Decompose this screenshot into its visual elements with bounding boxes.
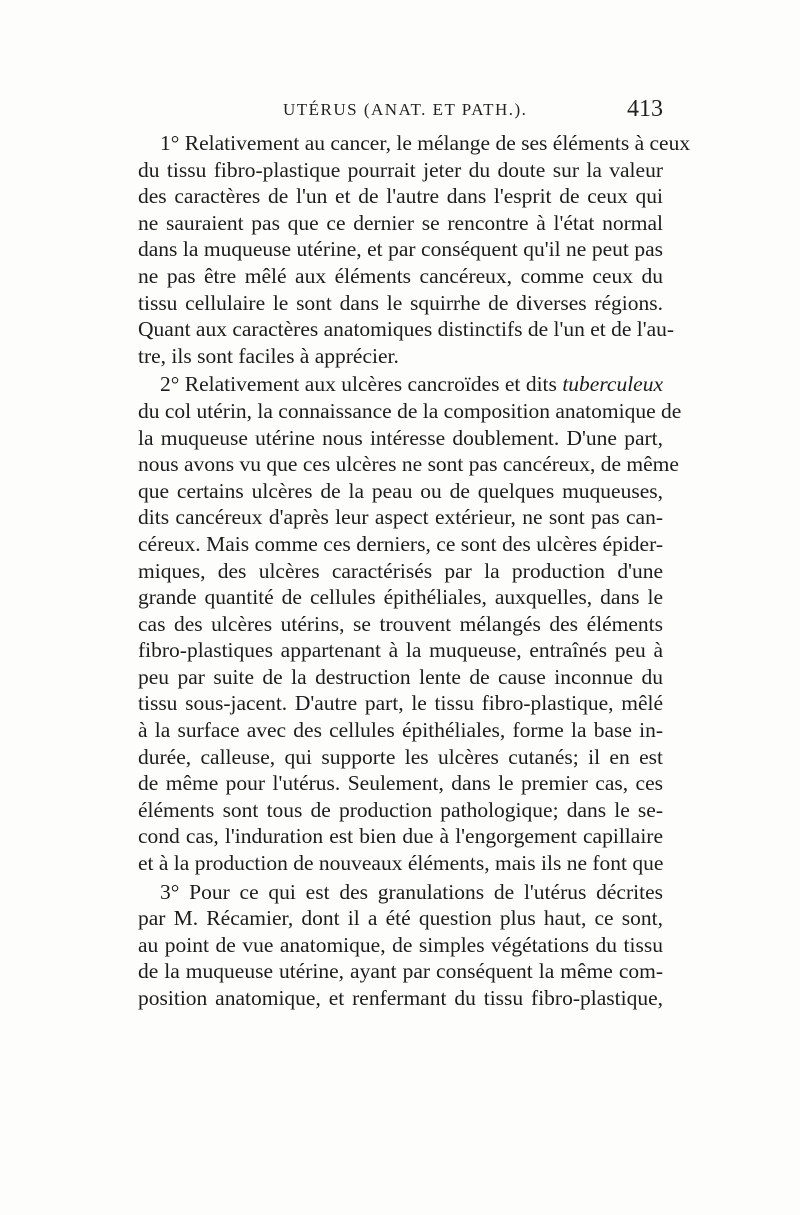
text-line: à la surface avec des cellules épithéliales, forme la base in- <box>138 718 663 743</box>
text-line: tissu cellulaire le sont dans le squirrhe de diverses régions. <box>138 290 663 315</box>
text-line: la muqueuse utérine nous intéresse doublement. D'une part, <box>138 425 663 450</box>
page-number: 413 <box>627 96 663 122</box>
text-line: que certains ulcères de la peau ou de quelques muqueuses, <box>138 478 663 503</box>
italic-term: tuberculeux <box>562 372 663 397</box>
text-line: du tissu fibro-plastique pourrait jeter du doute sur la valeur <box>138 157 663 182</box>
text-line: tre, ils sont faciles à apprécier. <box>138 343 399 368</box>
paragraph-2 <box>138 371 682 876</box>
text-line: dits cancéreux d'après leur aspect extérieur, ne sont pas can- <box>138 505 663 530</box>
text-line: éléments sont tous de production pathologique; dans le se- <box>138 797 663 822</box>
text-line: cas des ulcères utérins, se trouvent mélangés des éléments <box>138 611 663 636</box>
text-line: des caractères de l'un et de l'autre dans l'esprit de ceux qui <box>138 184 663 209</box>
text-line: Quant aux caractères anatomiques distinctifs de l'un et de l'au- <box>138 317 675 342</box>
text-line: tissu sous-jacent. D'autre part, le tissu fibro-plastique, mêlé <box>138 691 663 716</box>
text-line: ne sauraient pas que ce dernier se rencontre à l'état normal <box>138 210 663 235</box>
text-line: grande quantité de cellules épithéliales, auxquelles, dans le <box>138 585 663 610</box>
paragraph-3 <box>138 879 663 1012</box>
paragraph-1 <box>138 130 691 369</box>
text-line: ne pas être mêlé aux éléments cancéreux, comme ceux du <box>138 263 663 288</box>
text-line: position anatomique, et renfermant du tissu fibro-plastique, <box>138 986 663 1010</box>
text-line: par M. Récamier, dont il a été question plus haut, ce sont, <box>138 906 663 931</box>
text-line: de même pour l'utérus. Seulement, dans le premier cas, ces <box>138 771 663 796</box>
text-line: miques, des ulcères caractérisés par la production d'une <box>138 558 663 583</box>
text-line: durée, calleuse, qui supporte les ulcères cutanés; il en est <box>138 744 663 769</box>
text-line: et à la production de nouveaux éléments, mais ils ne font que <box>138 851 664 876</box>
running-title: UTÉRUS (ANAT. ET PATH.). <box>283 100 528 119</box>
text-line: 1° Relativement au cancer, le mélange de ses éléments à ceux <box>160 131 691 155</box>
running-head <box>138 96 663 126</box>
text-line: de la muqueuse utérine, ayant par conséquent la même com- <box>138 959 663 984</box>
text-line <box>138 371 663 398</box>
line-prefix: 2° Relativement aux ulcères cancroïdes et dits <box>160 372 563 397</box>
text-line: du col utérin, la connaissance de la composition anatomique de <box>138 398 682 423</box>
text-line: 3° Pour ce qui est des granulations de l'utérus décrites <box>160 879 663 904</box>
text-line: cond cas, l'induration est bien due à l'engorgement capillaire <box>138 824 663 849</box>
text-line: peu par suite de la destruction lente de cause inconnue du <box>138 664 663 689</box>
text-line: au point de vue anatomique, de simples végétations du tissu <box>138 932 663 957</box>
text-line: nous avons vu que ces ulcères ne sont pas cancéreux, de même <box>138 452 679 477</box>
body-text <box>138 130 691 1012</box>
text-line: céreux. Mais comme ces derniers, ce sont des ulcères épider- <box>138 531 663 556</box>
text-line: dans la muqueuse utérine, et par conséquent qu'il ne peut pas <box>138 237 663 262</box>
text-line: fibro-plastiques appartenant à la muqueuse, entraînés peu à <box>138 638 663 663</box>
